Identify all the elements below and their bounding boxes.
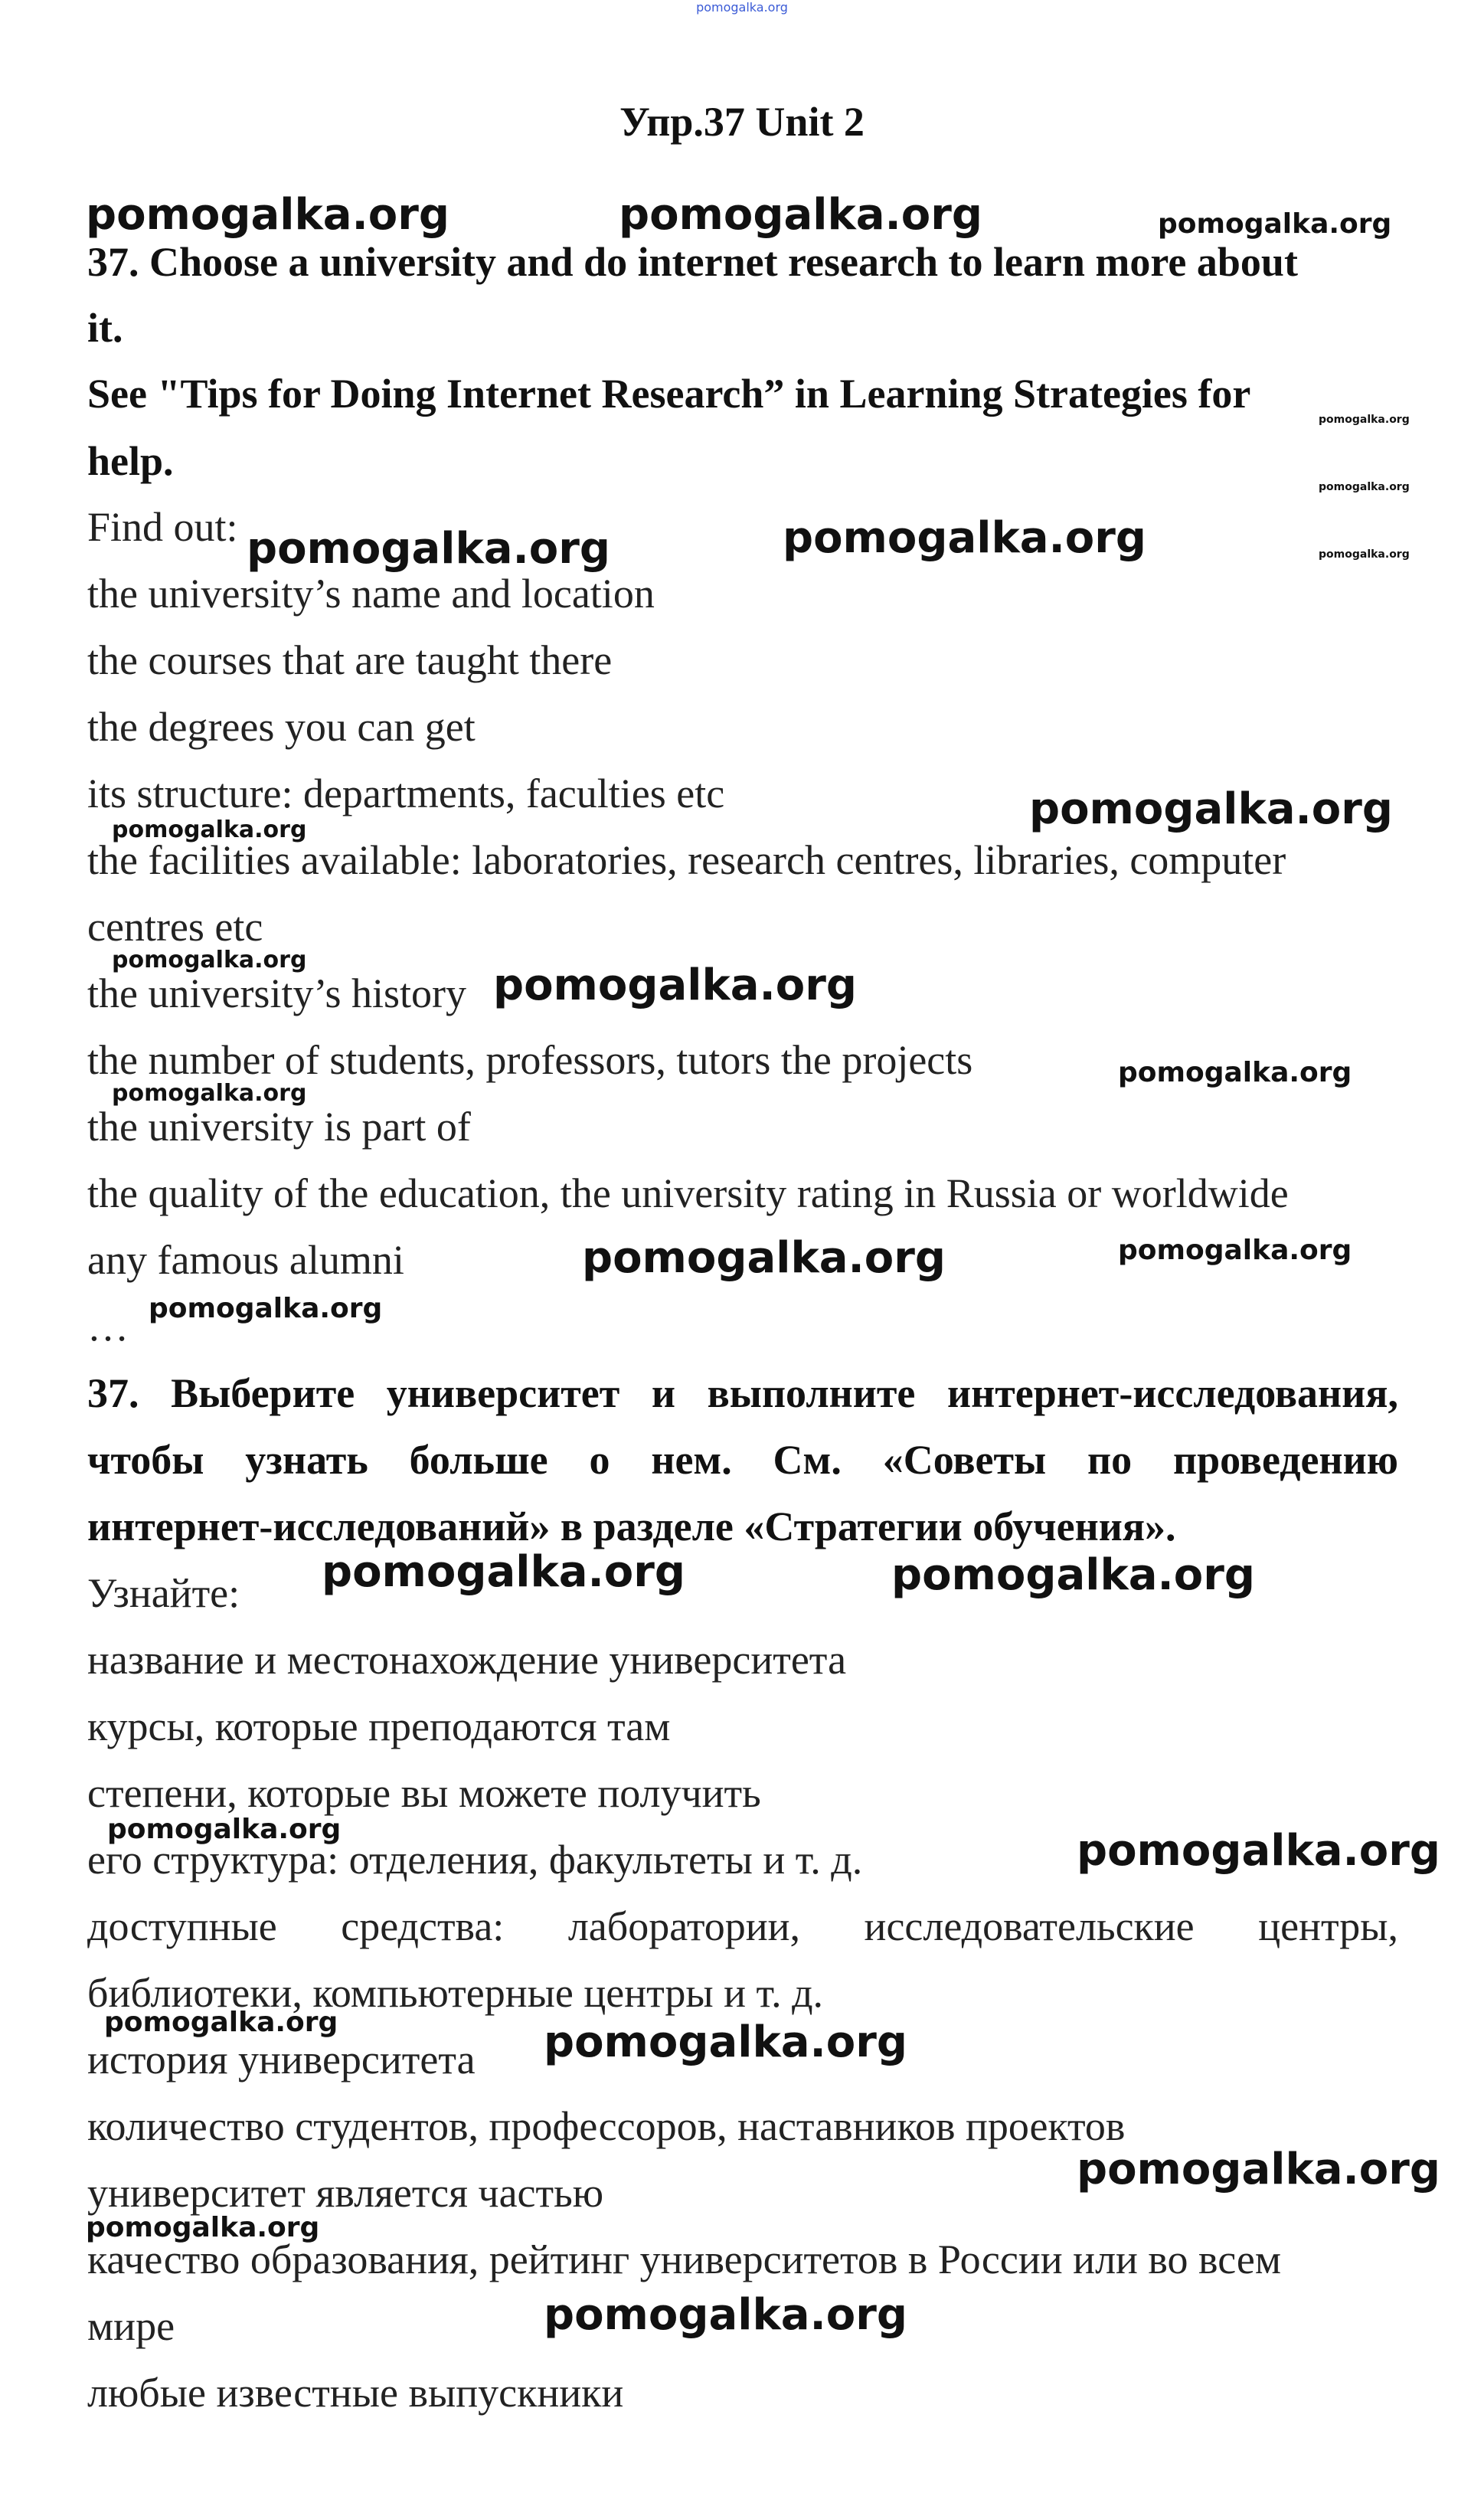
watermark: pomogalka.org: [783, 513, 1146, 563]
watermark: pomogalka.org: [86, 190, 449, 240]
watermark: pomogalka.org: [112, 816, 307, 843]
list-item-en: the university’s name and location: [87, 571, 655, 617]
list-item-en: any famous alumni: [87, 1237, 404, 1283]
top-watermark: pomogalka.org: [696, 0, 788, 15]
watermark: pomogalka.org: [891, 1550, 1255, 1600]
watermark: pomogalka.org: [1319, 414, 1410, 426]
watermark: pomogalka.org: [1029, 784, 1393, 834]
watermark: pomogalka.org: [112, 947, 307, 973]
watermark: pomogalka.org: [544, 2017, 907, 2067]
list-item-ru: библиотеки, компьютерные центры и т. д.: [87, 1970, 824, 2016]
watermark: pomogalka.org: [86, 2212, 320, 2243]
watermark: pomogalka.org: [247, 524, 610, 574]
list-item-ru: его структура: отделения, факультеты и т. д.: [87, 1837, 863, 1883]
list-item-en: the courses that are taught there: [87, 637, 613, 683]
watermark: pomogalka.org: [619, 190, 982, 240]
watermark: pomogalka.org: [544, 2290, 907, 2340]
watermark: pomogalka.org: [149, 1293, 383, 1324]
list-item-en: the university is part of: [87, 1104, 471, 1150]
find-out-label-ru: Узнайте:: [87, 1570, 240, 1616]
watermark: pomogalka.org: [1077, 1826, 1440, 1876]
watermark: pomogalka.org: [112, 1080, 307, 1107]
watermark: pomogalka.org: [322, 1547, 685, 1597]
watermark: pomogalka.org: [582, 1233, 946, 1283]
task-heading-ru-line-3: интернет-исследований» в разделе «Стратегии обучения».: [87, 1503, 1176, 1549]
task-heading-en-line-1: 37. Choose a university and do internet research to learn more about: [87, 239, 1298, 285]
list-item-en: the quality of the education, the university rating in Russia or worldwide: [87, 1170, 1289, 1216]
list-item-ru: доступные средства: лаборатории, исследовательские центры,: [87, 1903, 1398, 1949]
list-item-en: centres etc: [87, 904, 263, 950]
task-heading-ru-line-2: чтобы узнать больше о нем. См. «Советы по проведению: [87, 1437, 1398, 1483]
list-item-ru: количество студентов, профессоров, наставников проектов: [87, 2103, 1126, 2149]
list-item-en: the number of students, professors, tutors the projects: [87, 1037, 973, 1083]
watermark: pomogalka.org: [493, 960, 857, 1010]
task-heading-en-line-3: See "Tips for Doing Internet Research” in Learning Strategies for: [87, 371, 1251, 417]
list-item-en: the university’s history: [87, 970, 466, 1016]
watermark: pomogalka.org: [107, 1814, 342, 1845]
list-item-en: the degrees you can get: [87, 704, 476, 750]
list-item-ru: качество образования, рейтинг университетов в России или во всем: [87, 2236, 1281, 2282]
list-item-ru: мире: [87, 2303, 175, 2349]
task-heading-en-line-2: it.: [87, 305, 123, 351]
watermark: pomogalka.org: [1077, 2145, 1440, 2194]
list-item-ru: курсы, которые преподаются там: [87, 1703, 671, 1749]
list-item-en: its structure: departments, faculties etc: [87, 771, 725, 816]
ellipsis: …: [87, 1304, 129, 1350]
list-item-ru: степени, которые вы можете получить: [87, 1770, 761, 1816]
list-item-en: the facilities available: laboratories, research centres, libraries, computer: [87, 837, 1286, 883]
watermark: pomogalka.org: [1319, 548, 1410, 561]
list-item-ru: название и местонахождение университета: [87, 1637, 847, 1683]
list-item-ru: университет является частью: [87, 2170, 604, 2216]
watermark: pomogalka.org: [1118, 1235, 1352, 1266]
task-heading-en-line-4: help.: [87, 438, 174, 484]
list-item-ru: любые известные выпускники: [87, 2370, 624, 2416]
page-title: Упр.37 Unit 2: [619, 99, 865, 145]
find-out-label-en: Find out:: [87, 504, 238, 550]
watermark: pomogalka.org: [1158, 208, 1392, 240]
watermark: pomogalka.org: [104, 2007, 338, 2038]
task-heading-ru-line-1: 37. Выберите университет и выполните интернет-исследования,: [87, 1370, 1398, 1416]
watermark: pomogalka.org: [1319, 481, 1410, 493]
watermark: pomogalka.org: [1118, 1057, 1352, 1088]
list-item-ru: история университета: [87, 2037, 476, 2083]
